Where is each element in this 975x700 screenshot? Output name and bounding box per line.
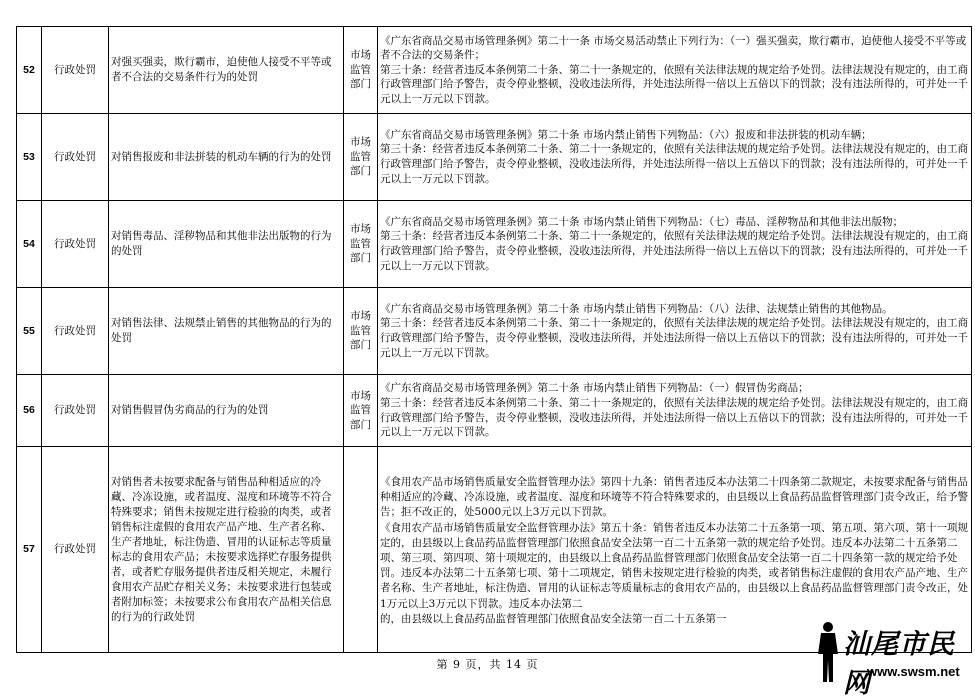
basis-paragraph: 《广东省商品交易市场管理条例》第二十条 市场内禁止销售下列物品：（八）法律、法规禁止销售的其他物品。 xyxy=(380,302,893,315)
basis-paragraph: 《广东省商品交易市场管理条例》第二十条 市场内禁止销售下列物品：（六）报废和非法拼装的机动车辆； xyxy=(380,128,872,141)
penalty-item: 对销售假冒伪劣商品的行为的处罚 xyxy=(109,375,344,447)
table-row xyxy=(17,27,972,114)
legal-basis xyxy=(378,27,972,114)
department-line: 监管 xyxy=(350,237,371,250)
basis-paragraph: 第三十条：经营者违反本条例第二十条、第二十一条规定的，依照有关法律法规的规定给予处罚。法律法规没有规定的，由工商行政管理部门给予警告，责令停业整顿，没收违法所得，并处违法所得一倍以上五倍以下的罚款；没有违法所得的，可并处一千元以上一万元以下罚款。 xyxy=(380,63,968,105)
row-number: 55 xyxy=(17,288,42,375)
basis-paragraph: 第三十条：经营者违反本条例第二十条、第二十一条规定的，依照有关法律法规的规定给予处罚。法律法规没有规定的，由工商行政管理部门给予警告，责令停业整顿，没收违法所得，并处违法所得一倍以上五倍以下的罚款；没有违法所得的，可并处一千元以上一万元以下罚款。 xyxy=(380,317,968,359)
watermark-url: www.swsm.net xyxy=(867,664,960,679)
penalty-type: 行政处罚 xyxy=(42,114,109,201)
department xyxy=(344,288,378,375)
department-line: 市场 xyxy=(350,136,371,149)
department-line: 部门 xyxy=(350,165,371,178)
penalty-item: 对销售报废和非法拼装的机动车辆的行为的处罚 xyxy=(109,114,344,201)
table-row xyxy=(17,288,972,375)
department-line: 监管 xyxy=(350,63,371,76)
person-silhouette-icon xyxy=(811,620,845,686)
penalty-table xyxy=(16,26,972,653)
row-number: 53 xyxy=(17,114,42,201)
penalty-type: 行政处罚 xyxy=(42,201,109,288)
department-line: 监管 xyxy=(350,404,371,417)
watermark-text: 汕尾市民网 xyxy=(843,629,955,699)
department xyxy=(344,114,378,201)
penalty-item: 对销售法律、法规禁止销售的其他物品的行为的处罚 xyxy=(109,288,344,375)
department-line: 市场 xyxy=(350,389,371,402)
penalty-type: 行政处罚 xyxy=(42,375,109,447)
legal-basis xyxy=(378,201,972,288)
basis-paragraph: 第三十条：经营者违反本条例第二十条、第二十一条规定的，依照有关法律法规的规定给予处罚。法律法规没有规定的，由工商行政管理部门给予警告，责令停业整顿，没收违法所得，并处违法所得一倍以上五倍以下的罚款；没有违法所得的，可并处一千元以上一万元以下罚款。 xyxy=(380,143,968,185)
penalty-type: 行政处罚 xyxy=(42,288,109,375)
penalty-type: 行政处罚 xyxy=(42,447,109,653)
legal-basis xyxy=(378,114,972,201)
department-line: 监管 xyxy=(350,150,371,163)
penalty-item: 对销售毒品、淫秽物品和其他非法出版物的行为的处罚 xyxy=(109,201,344,288)
row-number: 56 xyxy=(17,375,42,447)
table-row xyxy=(17,201,972,288)
page xyxy=(16,26,971,653)
department-line: 市场 xyxy=(350,310,371,323)
department xyxy=(344,201,378,288)
department-line: 部门 xyxy=(350,252,371,265)
penalty-item: 对销售者未按要求配备与销售品种相适应的冷藏、冷冻设施，或者温度、湿度和环境等不符合特殊要求；销售未按规定进行检验的肉类，或者销售标注虚假的食用农产品产地、生产者名称、生产者地址，标注伪造、冒用的认证标志等质量标志的食用农产品；未按要求选择贮存服务提供者，或者贮存服务提供者违反相关规定，未履行食用农产品贮存相关义务；未按要求进行包装或者附加标签；未按要求公布食用农产品相关信息的行为的行政处罚 xyxy=(109,447,344,653)
basis-paragraph: 《食用农产品市场销售质量安全监督管理办法》第五十条：销售者违反本办法第二十五条第一项、第五项、第六项、第十一项规定的，由县级以上食品药品监督管理部门依照食品安全法第一百二十五条第一款的规定给予处罚。违反本办法第二十五条第二项、第三项、第四项、第十项规定的，由县级以上食品药品监督管理部门依照食品安全法第一百二十四条第一款的规定给予处罚。违反本办法第二十五条第七项、第十二项规定，销售未按规定进行检验的肉类，或者销售标注虚假的食用农产品产地、生产者名称、生产者地址，标注伪造、冒用的认证标志等质量标志的食用农产品的，由县级以上食品药品监督管理部门责令改正，处1万元以上3万元以下罚款。违反本办法第二 xyxy=(380,521,968,610)
department-line: 部门 xyxy=(350,78,371,91)
department-line: 监管 xyxy=(350,324,371,337)
legal-basis xyxy=(378,288,972,375)
row-number: 52 xyxy=(17,27,42,114)
basis-paragraph: 第三十条：经营者违反本条例第二十条、第二十一条规定的，依照有关法律法规的规定给予处罚。法律法规没有规定的，由工商行政管理部门给予警告，责令停业整顿，没收违法所得，并处违法所得一倍以上五倍以下的罚款；没有违法所得的，可并处一千元以上一万元以下罚款。 xyxy=(380,230,968,272)
department xyxy=(344,447,378,653)
department-line: 部门 xyxy=(350,418,371,431)
department xyxy=(344,375,378,447)
department-line: 部门 xyxy=(350,339,371,352)
department-line: 市场 xyxy=(350,49,371,62)
department-line: 市场 xyxy=(350,223,371,236)
basis-paragraph: 《广东省商品交易市场管理条例》第二十条 市场内禁止销售下列物品：（七）毒品、淫秽物品和其他非法出版物； xyxy=(380,215,904,228)
penalty-item: 对强买强卖，欺行霸市，迫使他人接受不平等或者不合法的交易条件行为的处罚 xyxy=(109,27,344,114)
page-footer: 第 9 页，共 14 页 xyxy=(436,658,539,671)
penalty-type: 行政处罚 xyxy=(42,27,109,114)
basis-paragraph: 第三十条：经营者违反本条例第二十条、第二十一条规定的，依照有关法律法规的规定给予处罚。法律法规没有规定的，由工商行政管理部门给予警告，责令停业整顿，没收违法所得，并处违法所得一倍以上五倍以下的罚款；没有违法所得的，可并处一千元以上一万元以下罚款。 xyxy=(380,396,968,439)
table-row xyxy=(17,375,972,447)
basis-paragraph: 《广东省商品交易市场管理条例》第二十一条 市场交易活动禁止下列行为：（一）强买强卖，欺行霸市，迫使他人接受不平等或者不合法的交易条件； xyxy=(380,34,967,62)
row-number: 57 xyxy=(17,447,42,653)
row-number: 54 xyxy=(17,201,42,288)
basis-paragraph: 《食用农产品市场销售质量安全监督管理办法》第四十九条：销售者违反本办法第二十四条第二款规定，未按要求配备与销售品种相适应的冷藏、冷冻设施，或者温度、湿度和环境等不符合特殊要求的，由县级以上食品药品监督管理部门责令改正，给予警告；拒不改正的，处5000元以上3万元以下罚款。 xyxy=(380,475,968,519)
basis-paragraph: 的，由县级以上食品药品监督管理部门依照食品安全法第一百二十五条第一 xyxy=(380,612,727,625)
department xyxy=(344,27,378,114)
table-row xyxy=(17,114,972,201)
basis-paragraph: 《广东省商品交易市场管理条例》第二十条 市场内禁止销售下列物品：（一）假冒伪劣商品； xyxy=(380,382,809,395)
legal-basis xyxy=(378,375,972,447)
watermark xyxy=(811,620,971,699)
